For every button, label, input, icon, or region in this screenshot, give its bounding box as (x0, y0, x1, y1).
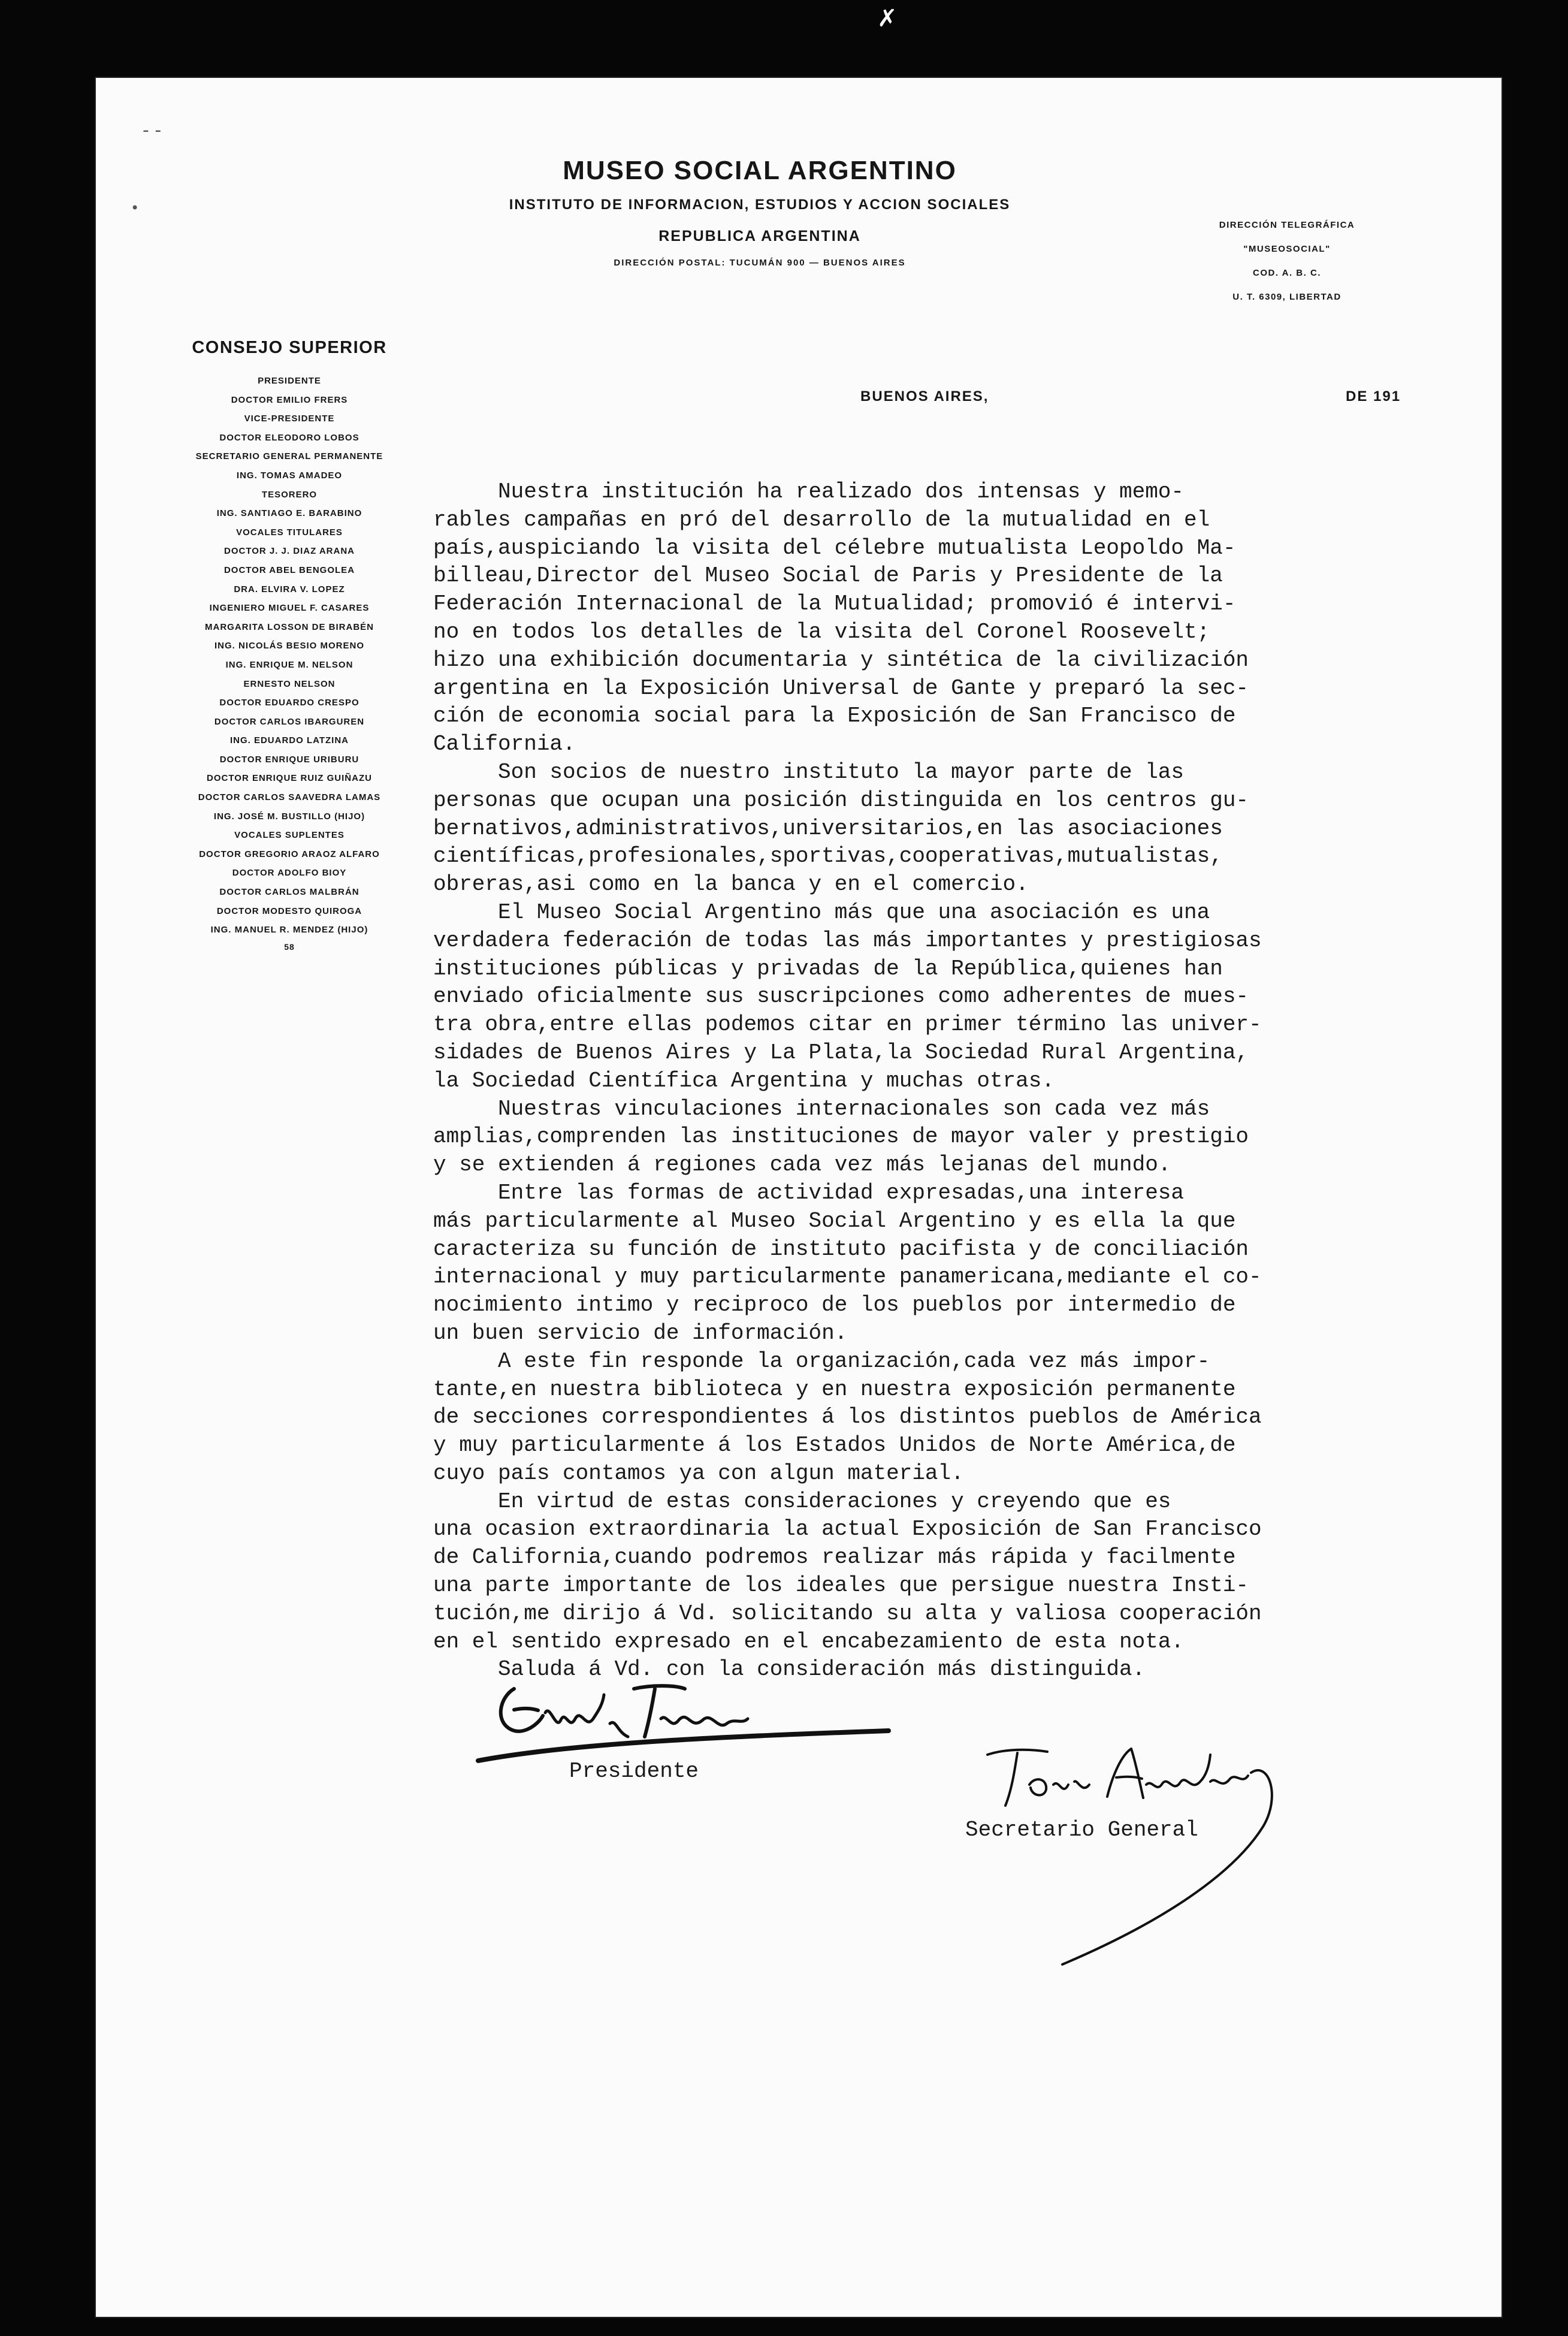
council-line: DRA. ELVIRA V. LOPEZ (234, 584, 345, 594)
body-line: Saluda á Vd. con la consideración más distinguida. (433, 1657, 1146, 1682)
council-line: DOCTOR ELEODORO LOBOS (219, 432, 359, 443)
body-line: El Museo Social Argentino más que una asociación es una (433, 900, 1210, 925)
body-line: de secciones correspondientes á los distintos pueblos de América (433, 1405, 1262, 1430)
body-line: la Sociedad Científica Argentina y muchas otras. (433, 1068, 1055, 1093)
letterhead-country: REPUBLICA ARGENTINA (658, 228, 861, 245)
body-line: sidades de Buenos Aires y La Plata,la Sociedad Rural Argentina, (433, 1040, 1249, 1065)
body-line: enviado oficialmente sus suscripciones como adherentes de mues- (433, 984, 1249, 1009)
council-line: VICE-PRESIDENTE (244, 414, 335, 424)
body-line: cuyo país contamos ya con algun material. (433, 1460, 964, 1486)
council-line: ING. ENRIQUE M. NELSON (225, 659, 354, 670)
secretary-signature (987, 1749, 1272, 1964)
council-line: ING. TOMAS AMADEO (236, 470, 343, 481)
president-signature (478, 1686, 889, 1761)
council-line: DOCTOR ENRIQUE RUIZ GUIÑAZU (207, 773, 372, 784)
handwritten-signatures (95, 77, 1503, 2318)
body-line: internacional y muy particularmente panamericana,mediante el co- (433, 1264, 1262, 1290)
telegraph-line: DIRECCIÓN TELEGRÁFICA (1219, 220, 1355, 230)
body-line: tución,me dirijo á Vd. solicitando su alta y valiosa cooperación (433, 1601, 1262, 1626)
letterhead-subtitle: INSTITUTO DE INFORMACION, ESTUDIOS Y ACCION SOCIALES (509, 197, 1011, 213)
body-line: Entre las formas de actividad expresadas,una interesa (433, 1180, 1185, 1205)
body-line: tra obra,entre ellas podemos citar en primer término las univer- (433, 1012, 1262, 1037)
body-line: tante,en nuestra biblioteca y en nuestra exposición permanente (433, 1377, 1236, 1402)
council-line: DOCTOR CARLOS SAAVEDRA LAMAS (198, 792, 381, 803)
council-line: DOCTOR ADOLFO BIOY (232, 868, 347, 879)
council-line: ING. SANTIAGO E. BARABINO (216, 508, 362, 519)
council-line: DOCTOR ENRIQUE URIBURU (219, 754, 359, 765)
council-line: MARGARITA LOSSON DE BIRABÉN (205, 621, 374, 632)
stray-ink-mark: • (131, 200, 140, 216)
body-line: una parte importante de los ideales que persigue nuestra Insti- (433, 1573, 1249, 1598)
body-line: billeau,Director del Museo Social de Paris y Presidente de la (433, 563, 1223, 588)
council-title: CONSEJO SUPERIOR (192, 338, 387, 357)
body-line: bernativos,administrativos,universitarios,en las asociaciones (433, 816, 1223, 841)
body-line: Nuestras vinculaciones internacionales son cada vez más (433, 1096, 1210, 1121)
body-line: de California,cuando podremos realizar más rápida y facilmente (433, 1545, 1236, 1570)
body-line: en el sentido expresado en el encabezamiento de esta nota. (433, 1629, 1185, 1654)
body-line: país,auspiciando la visita del célebre mutualista Leopoldo Ma- (433, 535, 1236, 560)
council-line: DOCTOR EMILIO FRERS (231, 394, 348, 405)
top-cross-mark: ✗ (877, 5, 898, 32)
council-line: PRESIDENTE (258, 376, 321, 386)
telegraph-line: COD. A. B. C. (1253, 268, 1321, 278)
council-line: ING. NICOLÁS BESIO MORENO (214, 641, 364, 651)
body-line: California. (433, 732, 576, 757)
council-line: VOCALES SUPLENTES (234, 830, 345, 841)
body-line: Son socios de nuestro instituto la mayor parte de las (433, 759, 1185, 784)
council-line: DOCTOR CARLOS IBARGUREN (214, 716, 365, 727)
body-line: nocimiento intimo y reciproco de los pueblos por intermedio de (433, 1293, 1236, 1318)
council-line: DOCTOR GREGORIO ARAOZ ALFARO (199, 849, 380, 859)
dateline-city: BUENOS AIRES, (860, 388, 989, 405)
body-line: y se extienden á regiones cada vez más lejanas del mundo. (433, 1152, 1171, 1178)
body-line: A este fin responde la organización,cada vez más impor- (433, 1348, 1210, 1374)
body-line: En virtud de estas consideraciones y creyendo que es (433, 1489, 1171, 1514)
telegraph-line: "MUSEOSOCIAL" (1243, 244, 1331, 254)
body-line: argentina en la Exposición Universal de Gante y preparó la sec- (433, 675, 1249, 701)
body-line: instituciones públicas y privadas de la República,quienes han (433, 956, 1223, 981)
body-line: caracteriza su función de instituto pacifista y de conciliación (433, 1236, 1249, 1261)
body-line: y muy particularmente á los Estados Unidos de Norte América,de (433, 1433, 1236, 1458)
body-line: personas que ocupan una posición distinguida en los centros gu- (433, 787, 1249, 813)
body-line: verdadera federación de todas las más importantes y prestigiosas (433, 928, 1262, 953)
body-line: Federación Internacional de la Mutualidad; promovió é intervi- (433, 591, 1236, 617)
body-line: amplias,comprenden las instituciones de mayor valer y prestigio (433, 1124, 1249, 1149)
dateline-year: DE 191 (1346, 388, 1401, 405)
council-line: DOCTOR MODESTO QUIROGA (216, 906, 362, 916)
letterhead-postal-address: DIRECCIÓN POSTAL: TUCUMÁN 900 — BUENOS AIRES (614, 258, 906, 268)
body-line: un buen servicio de información. (433, 1320, 848, 1345)
body-line: ción de economia social para la Exposición de San Francisco de (433, 704, 1236, 729)
body-line: hizo una exhibición documentaria y sintética de la civilización (433, 647, 1249, 672)
body-line: obreras,asi como en la banca y en el comercio. (433, 872, 1029, 897)
body-line: más particularmente al Museo Social Argentino y es ella la que (433, 1208, 1236, 1233)
council-line: DOCTOR ABEL BENGOLEA (223, 565, 355, 575)
council-line: ING. EDUARDO LATZINA (229, 735, 349, 746)
letterhead-title: MUSEO SOCIAL ARGENTINO (563, 156, 957, 185)
body-line: científicas,profesionales,sportivas,cooperativas,mutualistas, (433, 844, 1223, 869)
council-line: VOCALES TITULARES (236, 527, 343, 538)
body-line: no en todos los detalles de la visita del Coronel Roosevelt; (433, 619, 1210, 644)
council-line: SECRETARIO GENERAL PERMANENTE (195, 451, 383, 462)
body-line: Nuestra institución ha realizado dos intensas y memo- (433, 479, 1185, 504)
council-line: ERNESTO NELSON (243, 678, 336, 689)
council-line: INGENIERO MIGUEL F. CASARES (209, 603, 370, 614)
body-line: una ocasion extraordinaria la actual Exposición de San Francisco (433, 1517, 1262, 1542)
council-line: ING. MANUEL R. MENDEZ (HIJO) (210, 925, 368, 935)
letter-sheet (95, 5, 1503, 2318)
council-end-mark: 58 (284, 941, 295, 952)
stray-ink-mark: - - (143, 120, 162, 141)
president-signature-label: Presidente (569, 1759, 699, 1783)
council-line: DOCTOR CARLOS MALBRÁN (219, 887, 359, 898)
council-line: TESORERO (261, 489, 318, 500)
body-line: rables campañas en pró del desarrollo de la mutualidad en el (433, 507, 1210, 532)
telegraph-line: U. T. 6309, LIBERTAD (1232, 292, 1342, 302)
council-line: DOCTOR J. J. DIAZ ARANA (223, 546, 355, 557)
council-line: ING. JOSÉ M. BUSTILLO (HIJO) (213, 811, 365, 822)
secretary-signature-label: Secretario General (965, 1818, 1198, 1842)
council-line: DOCTOR EDUARDO CRESPO (219, 698, 359, 708)
